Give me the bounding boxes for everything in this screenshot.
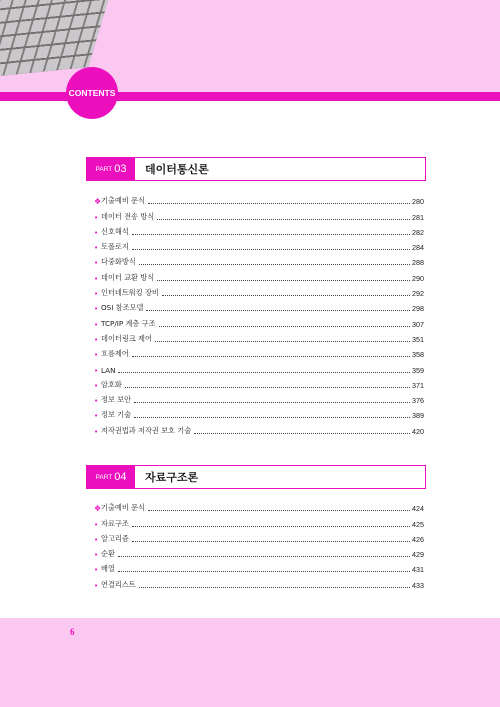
- toc-item-page: 371: [412, 380, 424, 390]
- toc-item-title: 연결리스트: [101, 579, 136, 589]
- dot-bullet-icon: •: [94, 366, 99, 375]
- dot-leader: [157, 219, 410, 220]
- part-title: 자료구조론: [145, 471, 199, 484]
- toc-item-title: 흐름제어: [101, 349, 129, 359]
- toc-item-page: 307: [412, 319, 424, 329]
- toc-item-title: 데이터링크 제어: [101, 333, 152, 343]
- toc-item[interactable]: [94, 359, 424, 374]
- dot-leader: [148, 510, 410, 511]
- toc-item-title: 토폴로지: [101, 242, 129, 252]
- dot-leader: [148, 203, 410, 204]
- toc-item-page: 292: [412, 289, 424, 299]
- toc-item[interactable]: [94, 559, 424, 574]
- toc-item[interactable]: [94, 206, 424, 221]
- toc-list-part-03: [94, 191, 424, 436]
- part-03-header: [86, 157, 426, 181]
- dot-leader: [159, 326, 410, 327]
- toc-item-page: 433: [412, 580, 424, 590]
- toc-item-title: 신호해석: [101, 226, 129, 236]
- dot-bullet-icon: •: [94, 228, 99, 237]
- toc-item-page: 424: [412, 504, 424, 514]
- toc-item-title: 인터네트워킹 장비: [101, 288, 159, 298]
- contents-label: CONTENTS: [68, 88, 116, 98]
- dot-bullet-icon: •: [94, 427, 99, 436]
- toc-item-page: 359: [412, 365, 424, 375]
- toc-item-title: 순환: [101, 549, 115, 559]
- toc-item[interactable]: [94, 375, 424, 390]
- toc-item-page: 431: [412, 565, 424, 575]
- toc-item-page: 298: [412, 304, 424, 314]
- part-number: 04: [114, 471, 127, 483]
- toc-item[interactable]: [94, 544, 424, 559]
- part-label: PART: [95, 473, 113, 481]
- dot-bullet-icon: •: [94, 213, 99, 222]
- toc-item-page: 280: [412, 197, 424, 207]
- dot-bullet-icon: •: [94, 397, 99, 406]
- dot-bullet-icon: •: [94, 566, 99, 575]
- toc-item-title: 정보 보안: [101, 395, 132, 405]
- dot-bullet-icon: •: [94, 412, 99, 421]
- dot-bullet-icon: •: [94, 320, 99, 329]
- dot-bullet-icon: •: [94, 551, 99, 560]
- toc-item-page: 389: [412, 411, 424, 421]
- toc-item-title: 다중화방식: [101, 257, 136, 267]
- toc-item-page: 426: [412, 534, 424, 544]
- part-badge: [87, 158, 135, 180]
- toc-item-page: 358: [412, 350, 424, 360]
- dot-bullet-icon: •: [94, 335, 99, 344]
- dot-leader: [162, 295, 410, 296]
- part-badge: [87, 466, 135, 488]
- dot-bullet-icon: •: [94, 290, 99, 299]
- dot-leader: [194, 433, 410, 434]
- toc-item[interactable]: [94, 344, 424, 359]
- toc-item[interactable]: [94, 298, 424, 313]
- dot-leader: [132, 249, 410, 250]
- dot-leader: [125, 387, 410, 388]
- part-title: 데이터통신론: [145, 163, 209, 176]
- toc-item-page: 290: [412, 273, 424, 283]
- contents-badge: [66, 67, 118, 119]
- toc-item-page: 282: [412, 227, 424, 237]
- toc-item-page: 429: [412, 550, 424, 560]
- toc-item-page: 376: [412, 396, 424, 406]
- dot-leader: [157, 280, 410, 281]
- dot-bullet-icon: •: [94, 259, 99, 268]
- dot-leader: [118, 372, 410, 373]
- toc-item-title: 배열: [101, 564, 115, 574]
- dot-leader: [139, 264, 410, 265]
- toc-item-title: 알고리즘: [101, 533, 129, 543]
- toc-item[interactable]: [94, 529, 424, 544]
- toc-item-title: TCP/IP 계층 구조: [101, 318, 156, 328]
- toc-item-title: 데이터 전송 방식: [101, 211, 155, 221]
- toc-item[interactable]: [94, 390, 424, 405]
- toc-item-title: 암호화: [101, 379, 122, 389]
- part-04-header: [86, 465, 426, 489]
- dot-bullet-icon: •: [94, 305, 99, 314]
- page-number: 6: [70, 627, 75, 637]
- toc-item-page: 281: [412, 212, 424, 222]
- dot-bullet-icon: •: [94, 351, 99, 360]
- toc-item[interactable]: [94, 313, 424, 328]
- toc-item-title: 정보 기술: [101, 410, 132, 420]
- toc-item[interactable]: [94, 252, 424, 267]
- toc-item-title: OSI 참조모델: [101, 303, 144, 313]
- toc-item-title: LAN: [101, 365, 116, 375]
- toc-item[interactable]: [94, 513, 424, 528]
- dot-leader: [132, 541, 410, 542]
- toc-item-page: 288: [412, 258, 424, 268]
- toc-item[interactable]: [94, 405, 424, 420]
- toc-item-title: 저작권법과 저작권 보호 기술: [101, 425, 192, 435]
- dot-leader: [132, 526, 410, 527]
- toc-list-part-04: [94, 498, 424, 590]
- toc-item-page: 284: [412, 243, 424, 253]
- toc-item[interactable]: [94, 267, 424, 282]
- dot-leader: [134, 402, 410, 403]
- dot-leader: [134, 417, 410, 418]
- dot-leader: [139, 587, 410, 588]
- diamond-bullet-icon: ❖: [94, 197, 102, 207]
- toc-item-page: 351: [412, 334, 424, 344]
- dot-leader: [146, 310, 410, 311]
- diamond-bullet-icon: ❖: [94, 504, 102, 514]
- toc-item-title: 기출예비 문식: [101, 503, 145, 513]
- dot-leader: [155, 341, 410, 342]
- toc-item[interactable]: [94, 222, 424, 237]
- toc-item-title: 데이터 교환 방식: [101, 272, 155, 282]
- dot-leader: [118, 571, 410, 572]
- dot-leader: [118, 556, 410, 557]
- toc-item[interactable]: [94, 283, 424, 298]
- toc-item-page: 420: [412, 426, 424, 436]
- dot-bullet-icon: •: [94, 244, 99, 253]
- dot-bullet-icon: •: [94, 581, 99, 590]
- part-label: PART: [95, 165, 113, 173]
- dot-leader: [132, 234, 410, 235]
- footer-band: [0, 618, 500, 707]
- dot-bullet-icon: •: [94, 381, 99, 390]
- dot-bullet-icon: •: [94, 274, 99, 283]
- toc-item-title: 기출예비 문식: [101, 196, 145, 206]
- dot-bullet-icon: •: [94, 535, 99, 544]
- toc-item[interactable]: [94, 498, 424, 513]
- toc-item-title: 자료구조: [101, 518, 129, 528]
- toc-item-page: 425: [412, 519, 424, 529]
- toc-item[interactable]: [94, 329, 424, 344]
- part-number: 03: [114, 163, 127, 175]
- dot-leader: [132, 356, 410, 357]
- toc-item[interactable]: [94, 191, 424, 206]
- toc-item[interactable]: [94, 574, 424, 589]
- toc-item[interactable]: [94, 237, 424, 252]
- toc-item[interactable]: [94, 420, 424, 435]
- dot-bullet-icon: •: [94, 520, 99, 529]
